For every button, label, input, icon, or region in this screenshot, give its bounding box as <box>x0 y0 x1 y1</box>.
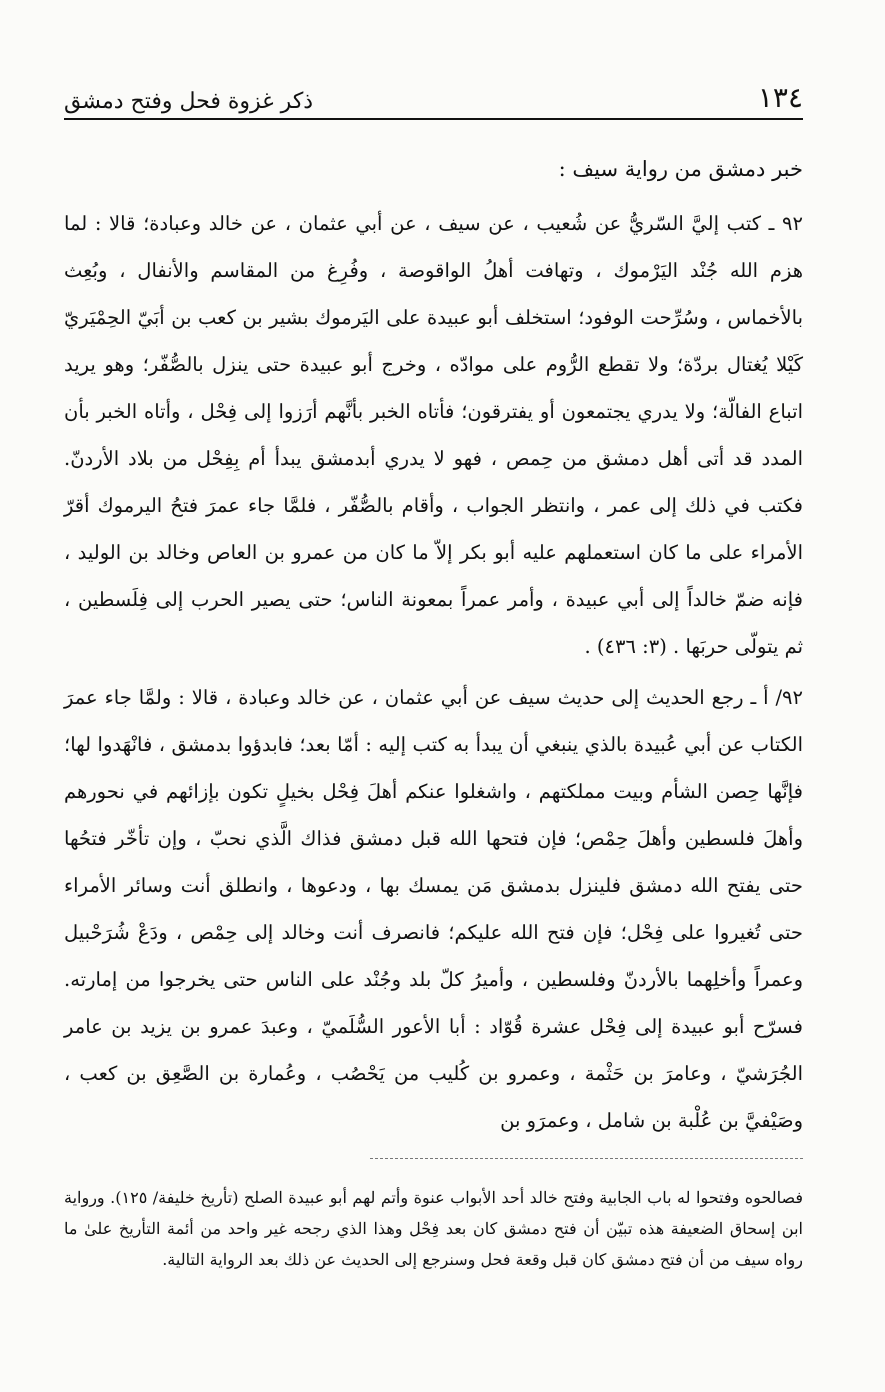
section-heading: خبر دمشق من رواية سيف : <box>558 157 803 181</box>
running-header <box>64 70 803 120</box>
running-title: ذكر غزوة فحل وفتح دمشق <box>64 89 314 114</box>
paragraph-92: ٩٢ ـ كتب إليَّ السّريُّ عن شُعيب ، عن سيف ، عن أبي عثمان ، عن خالد وعبادة؛ قالا : لما هزم الله جُنْد اليَرْموك ، وتهافت أهلُ الواقوصة ، وفُرِغ من المقاسم والأنفال ، وبُعِث بالأخماس ، وسُرِّحت الوفود؛ استخلف أبو عبيدة على اليَرموك بشير بن كعب بن أبَيّ الحِمْيَريّ كَيْلا يُغتال بردّة؛ ولا تقطع الرُّوم على موادّه ، وخرج أبو عبيدة حتى ينزل بالصُّفّر؛ وهو يريد اتباع الفالّة؛ ولا يدري يجتمعون أو يفترقون؛ فأتاه الخبر بأنَّهم أرَزوا إلى فِحْل ، وأتاه الخبر بأن المدد قد أتى أهل دمشق من حِمص ، فهو لا يدري أبدمشق يبدأ أم بِفِحْل من بلاد الأردنّ. فكتب في ذلك إلى عمر ، وانتظر الجواب ، وأقام بالصُّفّر ، فلمَّا جاء عمرَ فتحُ اليرموك أقرّ الأمراء على ما كان استعملهم عليه أبو بكر إلاّ ما كان من عمرو بن العاص وخالد بن الوليد ، فإنه ضمّ خالداً إلى أبي عبيدة ، وأمر عمراً بمعونة الناس؛ حتى يصير الحرب إلى فِلَسطين ، ثم يتولّى حربَها . (٣: ٤٣٦) . <box>64 212 803 658</box>
footnote: فصالحوه وفتحوا له باب الجابية وفتح خالد أحد الأبواب عنوة وأتم لهم أبو عبيدة الصلح (تأريخ خليفة/ ١٢٥). ورواية ابن إسحاق الضعيفة هذه تبيّن أن فتح دمشق كان بعد فِحْل وهذا الذي رجحه غير واحد من أئمة التأريخ علىٰ ما رواه سيف من أن فتح دمشق كان قبل وقعة فحل وسنرجع إلى الحديث عن ذلك بعد الرواية التالية. <box>64 1188 803 1269</box>
footnote-divider <box>370 1158 803 1159</box>
page-number: ١٣٤ <box>757 81 803 114</box>
main-text <box>64 150 803 1144</box>
paragraph-92a: ٩٢/ أ ـ رجع الحديث إلى حديث سيف عن أبي عثمان ، عن خالد وعبادة ، قالا : ولمَّا جاء عمرَ الكتاب عن أبي عُبيدة بالذي ينبغي أن يبدأ به كتب إليه : أمّا بعد؛ فابدؤوا بدمشق ، فانْهَدوا لها؛ فإنَّها حِصن الشأم وبيت مملكتهم ، واشغلوا عنكم أهلَ فِحْل بخيلٍ تكون بإزائهم في نحورهم وأهلَ فلسطين وأهلَ حِمْص؛ فإن فتحها الله قبل دمشق فذاك الَّذي نحبّ ، وإن تأخّر فتحُها حتى يفتح الله دمشق فلينزل بدمشق مَن يمسك بها ، ودعوها ، وانطلق أنت وسائر الأمراء حتى تُغيروا على فِحْل؛ فإن فتح الله عليكم؛ فانصرف أنت وخالد إلى حِمْص ، ودَعْ شُرَحْبيل وعمراً وأخلِهما بالأردنّ وفلسطين ، وأميرُ كلّ بلد وجُنْد على الناس حتى يخرجوا من إمارته. فسرّح أبو عبيدة إلى فِحْل عشرة قُوّاد : أبا الأعور السُّلَميّ ، وعبدَ عمرو بن يزيد بن عامر الجُرَشيّ ، وعامرَ بن حَثْمة ، وعمرو بن كُليب من يَحْصُب ، وعُمارة بن الصَّعِق بن كعب ، وصَيْفيَّ بن عُلْبة بن شامل ، وعمرَو بن <box>64 686 803 1132</box>
